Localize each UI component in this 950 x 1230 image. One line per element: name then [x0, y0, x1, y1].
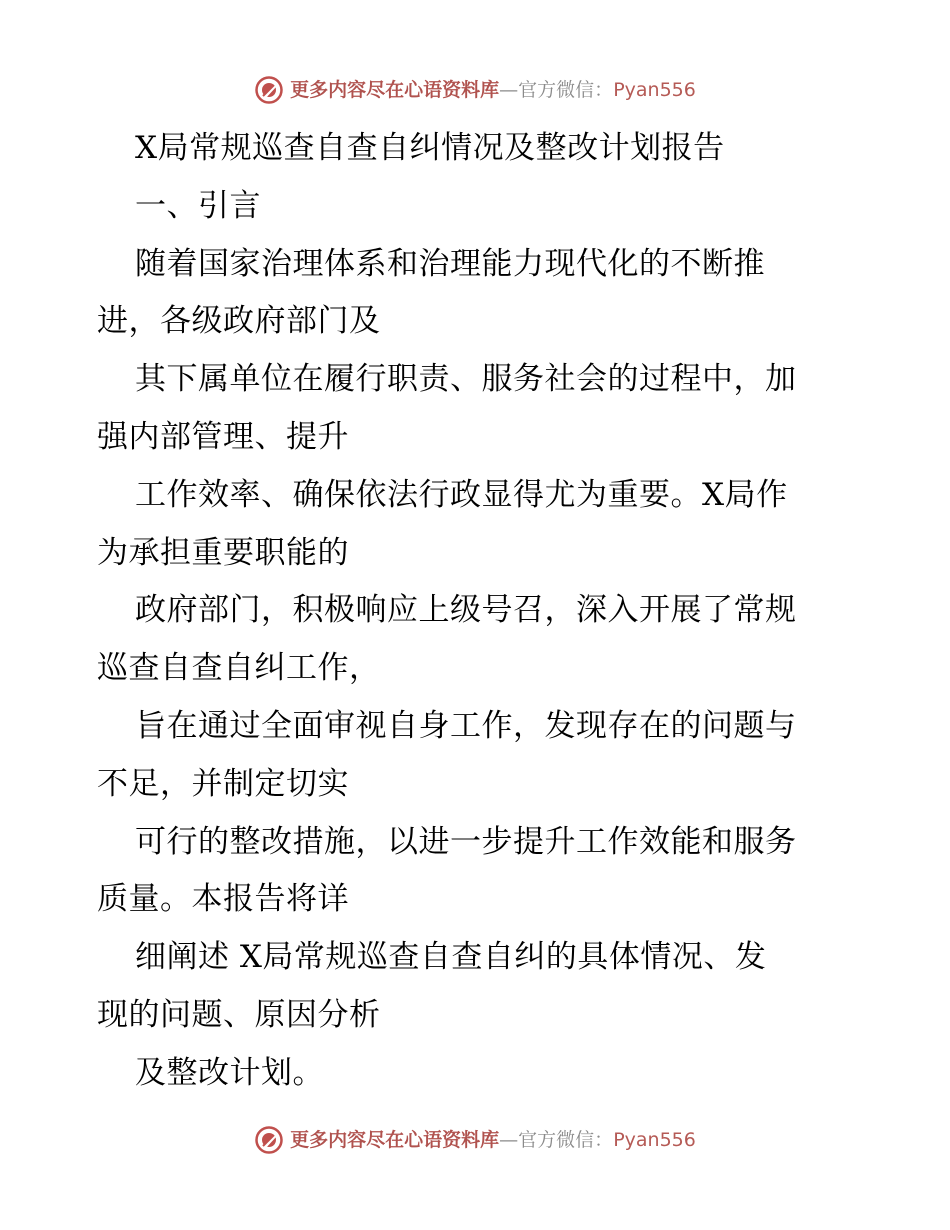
banner-wechat-label: 官方微信： — [518, 1129, 614, 1151]
paragraph-line: 为承担重要职能的 — [97, 534, 349, 571]
banner-wechat-label: 官方微信： — [518, 79, 614, 101]
paragraph-line: 进，各级政府部门及 — [97, 303, 381, 340]
document-body — [0, 120, 950, 1103]
header-watermark-banner — [0, 70, 950, 110]
section-heading: 一、引言 — [135, 187, 261, 224]
banner-site-name: 更多内容尽在心语资料库 — [290, 1129, 500, 1151]
paragraph-line: 巡查自查自纠工作， — [97, 650, 381, 687]
paragraph-line: 政府部门，积极响应上级号召，深入开展了常规 — [135, 592, 797, 629]
paragraph-line: 不足，并制定切实 — [97, 765, 349, 802]
banner-wechat-id: Pyan556 — [613, 1129, 696, 1151]
paragraph-line: 随着国家治理体系和治理能力现代化的不断推 — [135, 245, 765, 282]
paragraph-line: 旨在通过全面审视自身工作，发现存在的问题与 — [135, 707, 797, 744]
banner-site-name: 更多内容尽在心语资料库 — [290, 79, 500, 101]
paragraph-line: 质量。本报告将详 — [97, 881, 349, 918]
paragraph-line: 强内部管理、提升 — [97, 418, 349, 455]
brand-logo-icon — [254, 1125, 284, 1155]
brand-logo-icon — [254, 75, 284, 105]
document-title: X局常规巡查自查自纠情况及整改计划报告 — [135, 130, 725, 166]
paragraph-line: 细阐述 X局常规巡查自查自纠的具体情况、发 — [135, 939, 767, 976]
banner-separator: — — [499, 1129, 519, 1151]
paragraph-line: 及整改计划。 — [135, 1054, 324, 1091]
paragraph-line: 可行的整改措施，以进一步提升工作效能和服务 — [135, 823, 797, 860]
paragraph-line: 其下属单位在履行职责、服务社会的过程中，加 — [135, 361, 797, 398]
footer-watermark-banner — [0, 1120, 950, 1160]
banner-wechat-id: Pyan556 — [613, 79, 696, 101]
paragraph-line: 工作效率、确保依法行政显得尤为重要。X局作 — [135, 476, 788, 513]
banner-separator: — — [499, 79, 519, 101]
paragraph-line: 现的问题、原因分析 — [97, 996, 381, 1033]
